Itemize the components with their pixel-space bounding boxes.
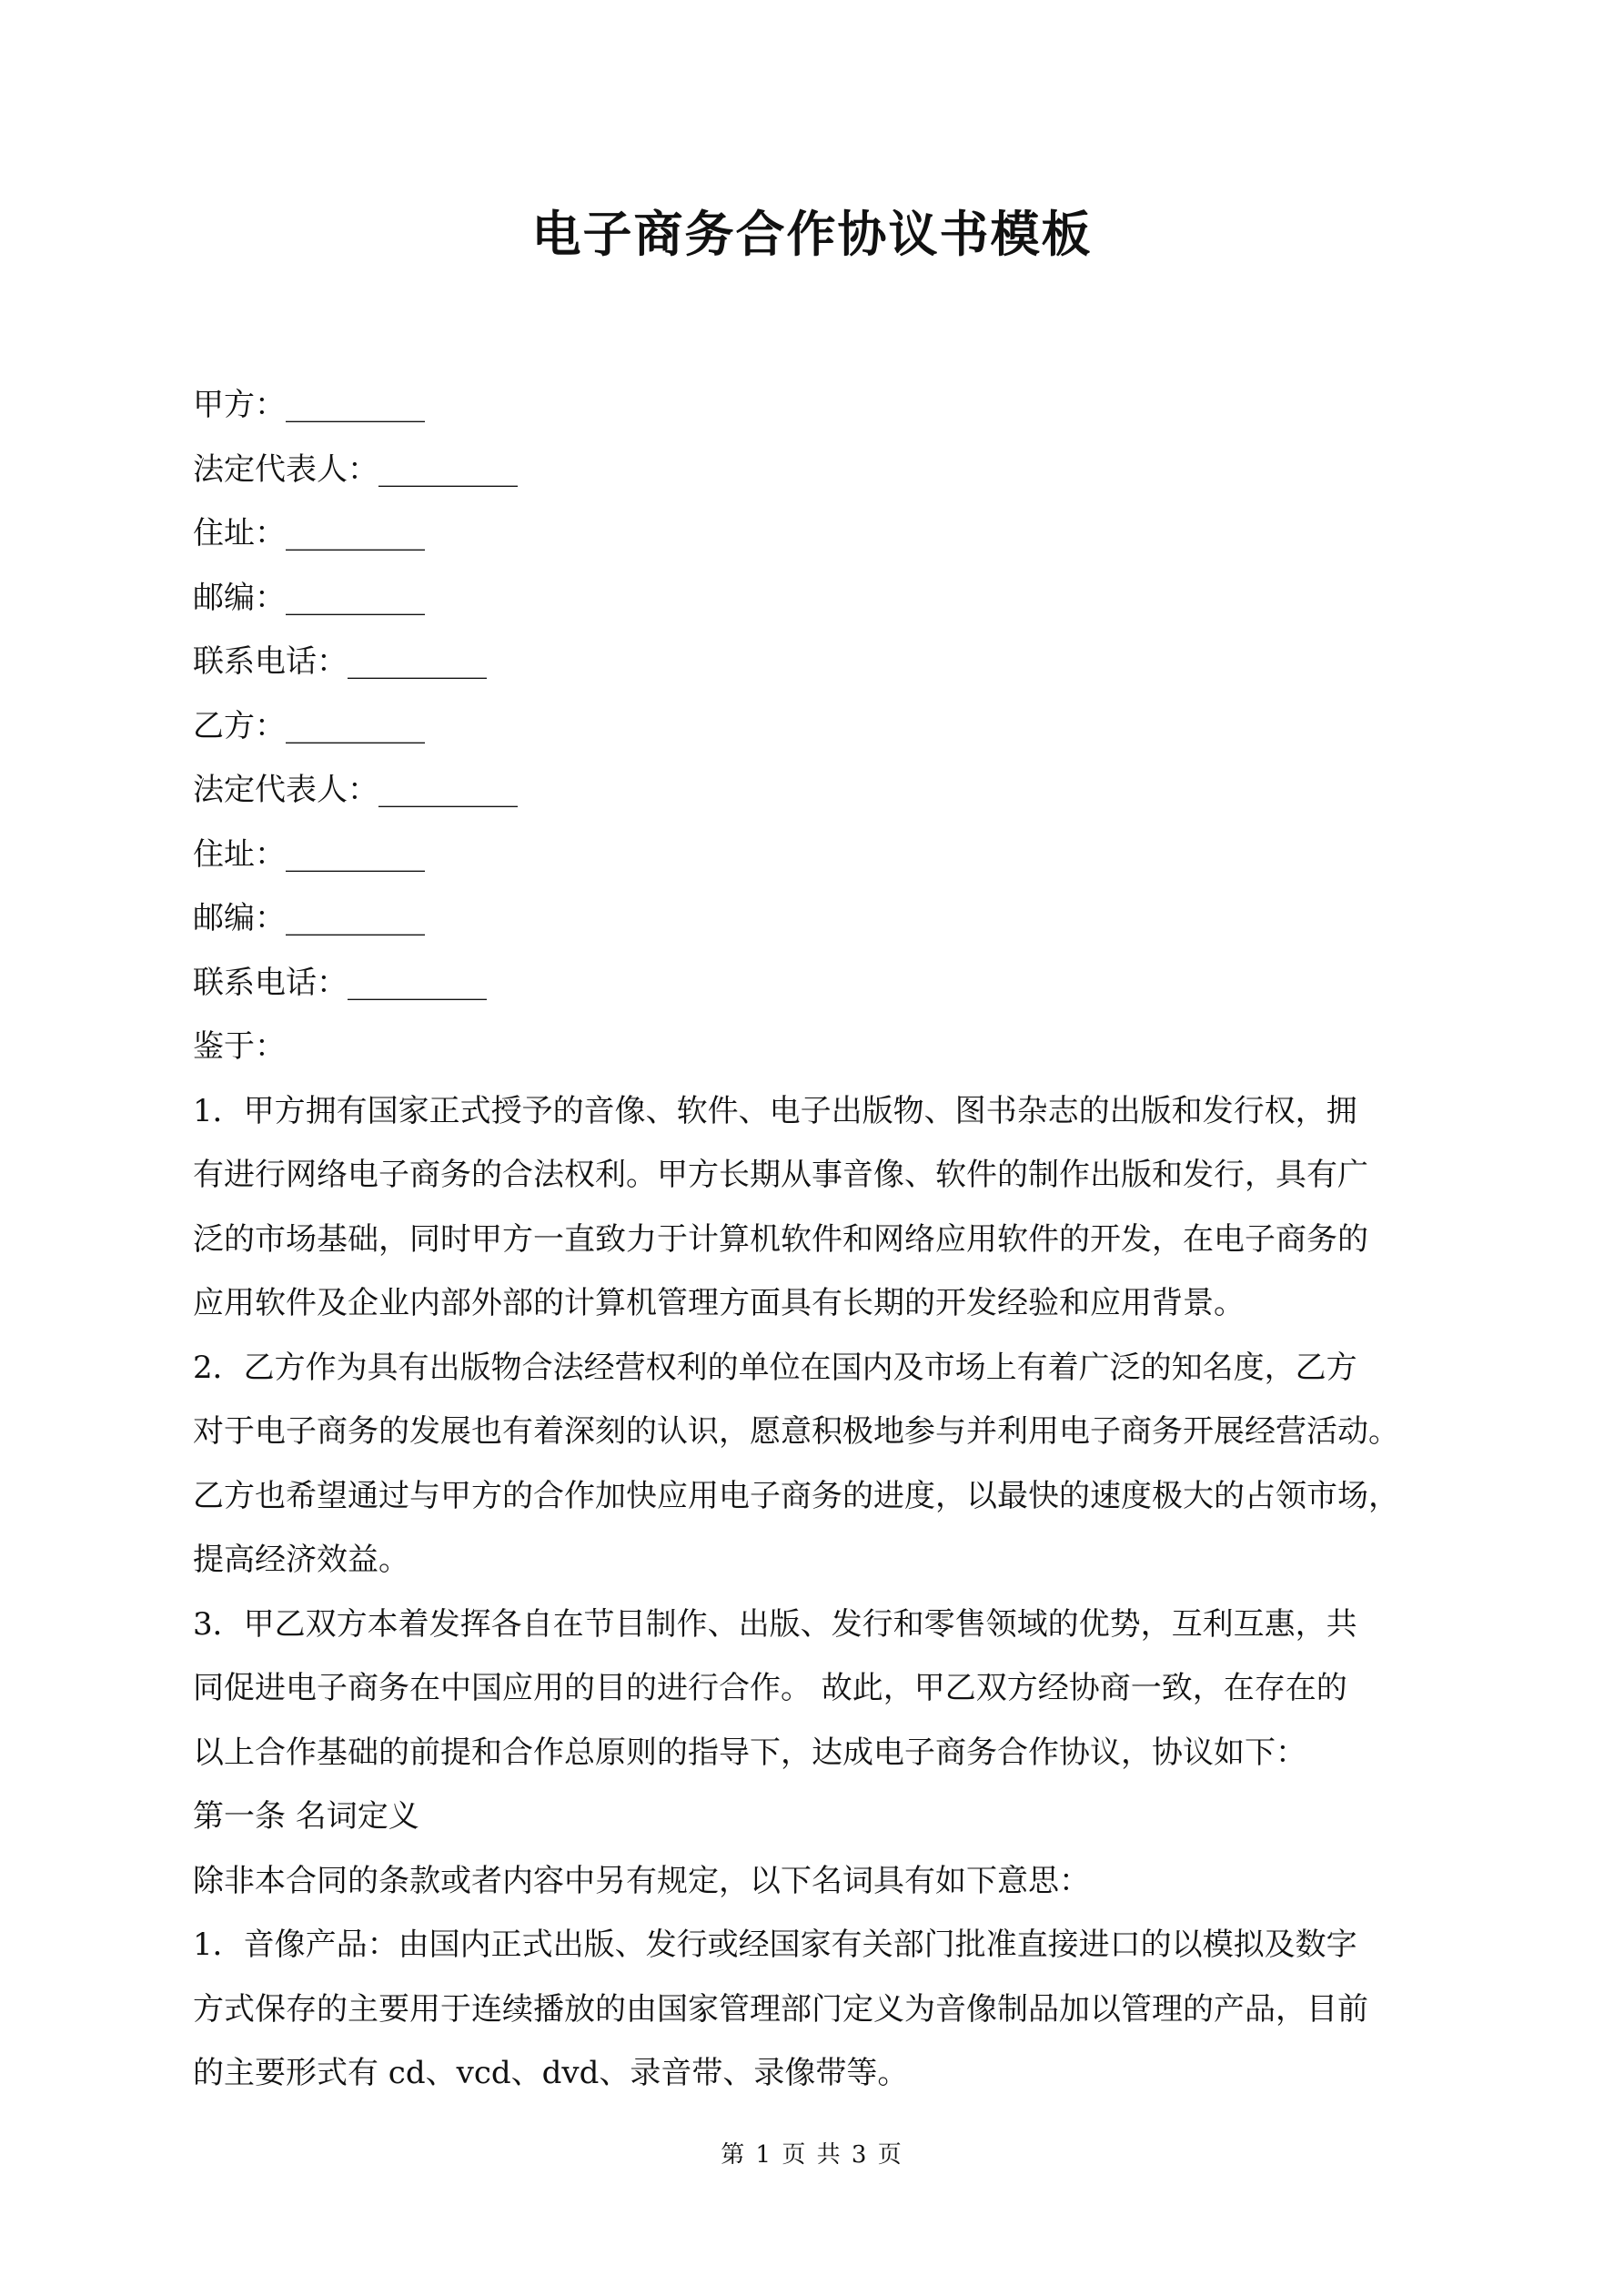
recital-3-line-3: 以上合作基础的前提和合作总原则的指导下，达成电子商务合作协议，协议如下： [193,1734,1306,1771]
party-b-postcode-line: 邮编：_________ [193,900,425,936]
document-title: 电子商务合作协议书模板 [531,205,1093,263]
recital-1-line-3: 泛的市场基础，同时甲方一直致力于计算机软件和网络应用软件的开发，在电子商务的 [193,1220,1368,1258]
party-b-line: 乙方：_________ [193,707,425,744]
party-b-phone-line: 联系电话：_________ [193,964,487,1001]
definition-1-line-2: 方式保存的主要用于连续播放的由国家管理部门定义为音像制品加以管理的产品，目前 [193,1990,1368,2028]
recital-2-line-3: 乙方也希望通过与甲方的合作加快应用电子商务的进度，以最快的速度极大的占领市场， [193,1477,1399,1514]
party-b-address-line: 住址：_________ [193,835,425,873]
recital-3-line-1: 3．甲乙双方本着发挥各自在节目制作、出版、发行和零售领域的优势，互利互惠，共 [193,1605,1357,1643]
definitions-intro: 除非本合同的条款或者内容中另有规定，以下名词具有如下意思： [193,1862,1090,1899]
article-1-heading: 第一条 名词定义 [193,1798,419,1835]
definition-1-line-1: 1．音像产品：由国内正式出版、发行或经国家有关部门批准直接进口的以模拟及数字 [193,1927,1357,1963]
party-b-representative-line: 法定代表人：_________ [193,772,518,808]
recital-2-line-1: 2．乙方作为具有出版物合法经营权利的单位在国内及市场上有着广泛的知名度，乙方 [193,1349,1357,1386]
party-a-line: 甲方：_________ [193,387,425,423]
party-a-representative-line: 法定代表人：_________ [193,450,518,488]
document-body [193,373,1447,2106]
page-number-footer: 第 1 页 共 3 页 [721,2141,903,2169]
recital-2-line-2: 对于电子商务的发展也有着深刻的认识，愿意积极地参与并利用电子商务开展经营活动。 [193,1413,1399,1450]
party-a-phone-line: 联系电话：_________ [193,643,487,680]
recital-2-line-4: 提高经济效益。 [193,1542,409,1578]
whereas-heading: 鉴于： [193,1028,286,1065]
recital-1-line-2: 有进行网络电子商务的合法权利。甲方长期从事音像、软件的制作出版和发行，具有广 [193,1157,1368,1193]
recital-3-line-2: 同促进电子商务在中国应用的目的进行合作。 故此，甲乙双方经协商一致，在存在的 [193,1670,1347,1706]
definition-1-line-3: 的主要形式有 cd、vcd、dvd、录音带、录像带等。 [193,2055,909,2091]
party-a-postcode-line: 邮编：_________ [193,579,425,616]
recital-1-line-4: 应用软件及企业内部外部的计算机管理方面具有长期的开发经验和应用背景。 [193,1285,1245,1321]
party-a-address-line: 住址：_________ [193,515,425,551]
recital-1-line-1: 1．甲方拥有国家正式授予的音像、软件、电子出版物、图书杂志的出版和发行权，拥 [193,1092,1357,1129]
